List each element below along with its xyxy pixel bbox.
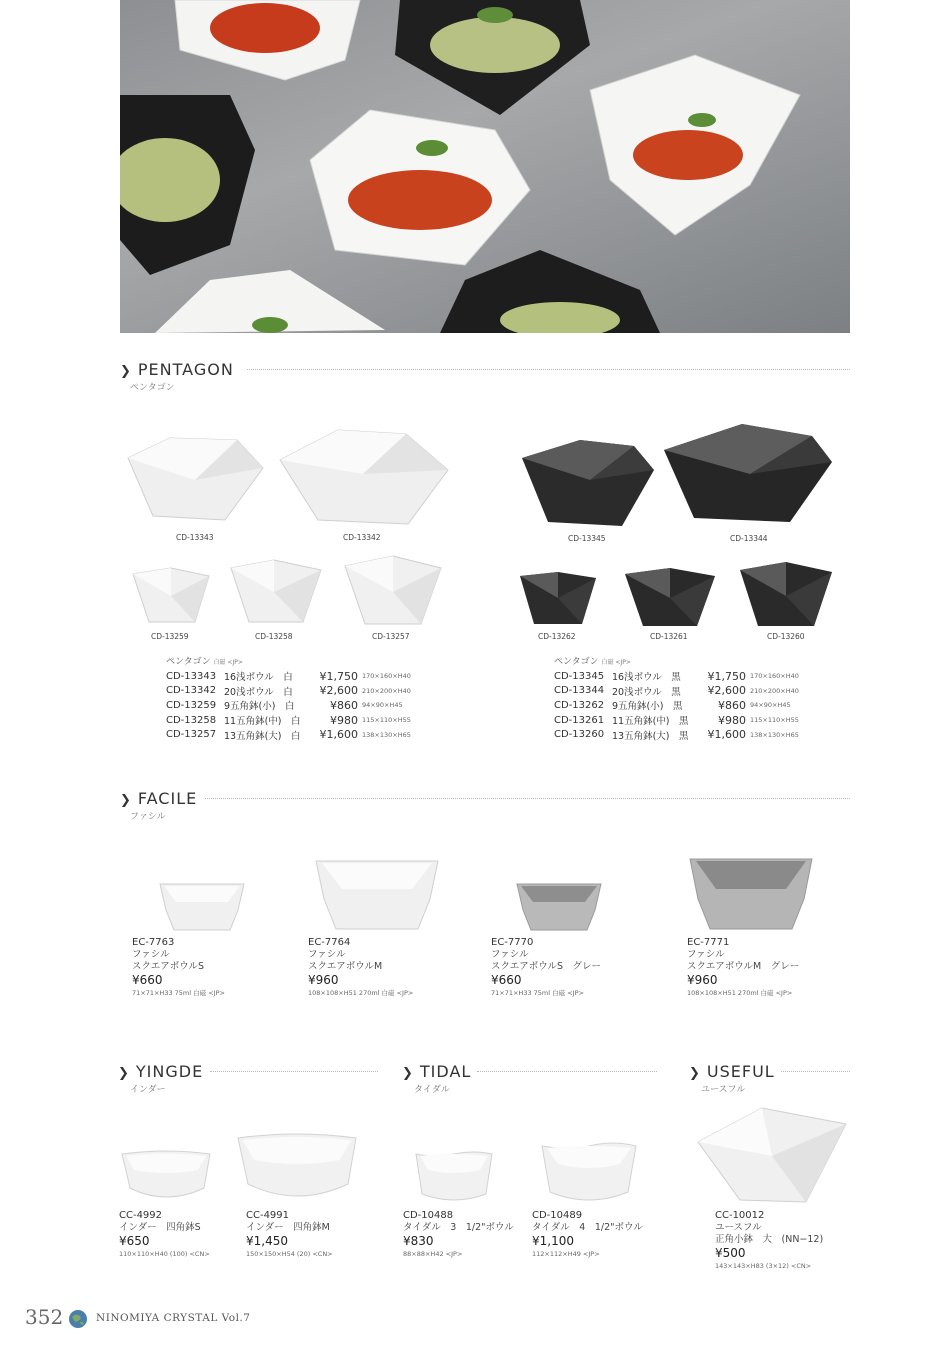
section-subtitle-facile: ファシル xyxy=(130,812,166,822)
page-number: 352 xyxy=(25,1305,64,1329)
section-title-yingde: ❯ YINGDE xyxy=(118,1062,204,1081)
image-label: CD-13342 xyxy=(343,533,381,542)
product-image-cd-13259 xyxy=(131,566,211,626)
section-subtitle-pentagon: ペンタゴン xyxy=(130,383,175,393)
product-dims: 71×71×H33 75ml 白磁 <JP> xyxy=(491,989,584,997)
product-info-cd-10488 xyxy=(403,1210,514,1260)
hero-photo xyxy=(120,0,850,333)
product-image-cd-13260 xyxy=(738,560,834,630)
product-info-cc-4992 xyxy=(119,1210,210,1260)
price-table-black xyxy=(554,654,799,742)
section-subtitle-tidal: タイダル xyxy=(414,1085,450,1095)
table-row: CD-13343 16浅ボウル 白 ¥1,750 170×160×H40 xyxy=(166,669,411,684)
product-name: タイダル 3 1/2"ボウル xyxy=(403,1222,514,1233)
product-price: ¥830 xyxy=(403,1234,434,1248)
black-pentagon-bowl-photo xyxy=(440,250,660,333)
product-info-ec-7771 xyxy=(687,937,799,999)
image-label: CD-13260 xyxy=(767,632,805,641)
table-row: CD-13261 11五角鉢(中) 黒 ¥980 115×110×H55 xyxy=(554,713,799,728)
product-price: ¥660 xyxy=(132,973,163,987)
product-name: ファシル xyxy=(132,949,170,960)
section-divider xyxy=(247,369,850,370)
product-name: タイダル 4 1/2"ボウル xyxy=(532,1222,643,1233)
globe-icon xyxy=(68,1309,88,1329)
price-table-white xyxy=(166,654,411,742)
product-name: スクエアボウルS xyxy=(132,961,205,972)
product-image-cc-10012 xyxy=(696,1106,848,1204)
product-info-cd-10489 xyxy=(532,1210,643,1260)
white-pentagon-bowl-photo xyxy=(310,110,530,265)
product-info-cc-4991 xyxy=(246,1210,333,1260)
product-dims: 110×110×H40 (100) <CN> xyxy=(119,1250,210,1258)
product-dims: 150×150×H54 (20) <CN> xyxy=(246,1250,333,1258)
image-label: CD-13344 xyxy=(730,534,768,543)
table-row: CD-13259 9五角鉢(小) 白 ¥860 94×90×H45 xyxy=(166,698,403,713)
price-table-heading: ペンタゴン 白磁 <JP> xyxy=(166,657,243,667)
product-name: スクエアボウルS グレー xyxy=(491,961,602,972)
section-divider xyxy=(205,798,850,799)
section-title-pentagon: ❯ PENTAGON xyxy=(120,360,234,379)
product-info-ec-7764 xyxy=(308,937,413,999)
product-image-cc-4992 xyxy=(120,1148,212,1204)
table-row: CD-13257 13五角鉢(大) 白 ¥1,600 138×130×H65 xyxy=(166,728,411,742)
product-name: インダー 四角鉢S xyxy=(119,1222,201,1233)
product-dims: 71×71×H33 75ml 白磁 <JP> xyxy=(132,989,225,997)
brand-name: NINOMIYA CRYSTAL Vol.7 xyxy=(96,1312,251,1324)
product-image-cd-10489 xyxy=(540,1140,638,1206)
product-image-cd-13343 xyxy=(125,420,265,528)
section-subtitle-useful: ユースフル xyxy=(701,1085,746,1095)
section-divider xyxy=(781,1071,850,1072)
product-price: ¥1,450 xyxy=(246,1234,288,1248)
product-price: ¥960 xyxy=(687,973,718,987)
product-image-cd-13342 xyxy=(278,422,450,532)
product-code: CC-10012 xyxy=(715,1210,765,1221)
product-image-cd-13261 xyxy=(623,566,717,630)
white-pentagon-bowl-photo xyxy=(175,0,360,80)
white-pentagon-bowl-photo xyxy=(590,55,800,235)
section-divider xyxy=(477,1071,657,1072)
product-image-cd-13345 xyxy=(520,438,656,528)
product-code: EC-7763 xyxy=(132,937,175,948)
product-info-cc-10012 xyxy=(715,1210,823,1272)
product-dims: 108×108×H51 270ml 白磁 <JP> xyxy=(687,989,793,997)
product-dims: 112×112×H49 <JP> xyxy=(532,1250,600,1258)
product-code: CD-10489 xyxy=(532,1210,583,1221)
product-code: EC-7770 xyxy=(491,937,534,948)
product-image-cc-4991 xyxy=(236,1130,358,1206)
product-image-ec-7771 xyxy=(688,853,814,931)
section-title-tidal: ❯ TIDAL xyxy=(402,1062,472,1081)
table-row: CD-13260 13五角鉢(大) 黒 ¥1,600 138×130×H65 xyxy=(554,728,799,742)
product-code: EC-7764 xyxy=(308,937,351,948)
product-name: ユースフル xyxy=(715,1222,762,1233)
table-row: CD-13345 16浅ボウル 黒 ¥1,750 170×160×H40 xyxy=(554,669,799,684)
price-table-heading: ペンタゴン 白磁 <JP> xyxy=(554,657,631,667)
product-code: CD-10488 xyxy=(403,1210,454,1221)
black-pentagon-bowl-photo xyxy=(120,95,255,275)
product-dims: 88×88×H42 <JP> xyxy=(403,1250,463,1258)
image-label: CD-13345 xyxy=(568,534,606,543)
white-pentagon-bowl-photo xyxy=(155,270,385,333)
section-subtitle-yingde: インダー xyxy=(130,1085,166,1095)
product-image-cd-13344 xyxy=(662,422,834,528)
product-info-ec-7770 xyxy=(491,937,601,999)
product-price: ¥660 xyxy=(491,973,522,987)
product-code: CC-4991 xyxy=(246,1210,290,1221)
image-label: CD-13261 xyxy=(650,632,688,641)
image-label: CD-13259 xyxy=(151,632,189,641)
product-info-ec-7763 xyxy=(132,937,225,999)
table-row: CD-13344 20浅ボウル 黒 ¥2,600 210×200×H40 xyxy=(554,684,799,698)
image-label: CD-13257 xyxy=(372,632,410,641)
product-image-ec-7764 xyxy=(314,855,440,931)
product-name: インダー 四角鉢M xyxy=(246,1222,330,1233)
product-image-cd-13262 xyxy=(518,570,598,628)
table-row: CD-13258 11五角鉢(中) 白 ¥980 115×110×H55 xyxy=(166,713,411,728)
section-title-facile: ❯ FACILE xyxy=(120,789,198,808)
product-image-cd-13258 xyxy=(229,558,323,626)
product-price: ¥650 xyxy=(119,1234,150,1248)
product-dims: 143×143×H83 (3×12) <CN> xyxy=(715,1262,812,1270)
product-code: CC-4992 xyxy=(119,1210,163,1221)
black-pentagon-bowl-photo xyxy=(395,0,590,115)
section-title-useful: ❯ USEFUL xyxy=(689,1062,775,1081)
product-price: ¥500 xyxy=(715,1246,746,1260)
product-image-cd-13257 xyxy=(343,554,443,628)
table-row: CD-13262 9五角鉢(小) 黒 ¥860 94×90×H45 xyxy=(554,698,791,713)
product-name: ファシル xyxy=(687,949,725,960)
product-name: ファシル xyxy=(308,949,346,960)
product-dims: 108×108×H51 270ml 白磁 <JP> xyxy=(308,989,414,997)
product-price: ¥1,100 xyxy=(532,1234,574,1248)
image-label: CD-13343 xyxy=(176,533,214,542)
product-name: スクエアボウルM xyxy=(308,961,383,972)
product-image-cd-10488 xyxy=(414,1150,494,1204)
image-label: CD-13262 xyxy=(538,632,576,641)
product-name: スクエアボウルM グレー xyxy=(687,961,800,972)
product-price: ¥960 xyxy=(308,973,339,987)
product-image-ec-7770 xyxy=(515,880,603,932)
table-row: CD-13342 20浅ボウル 白 ¥2,600 210×200×H40 xyxy=(166,684,411,698)
product-name: 正角小鉢 大 (NN−12) xyxy=(715,1234,824,1245)
product-image-ec-7763 xyxy=(158,880,246,932)
product-name: ファシル xyxy=(491,949,529,960)
product-code: EC-7771 xyxy=(687,937,730,948)
section-divider xyxy=(210,1071,378,1072)
image-label: CD-13258 xyxy=(255,632,293,641)
